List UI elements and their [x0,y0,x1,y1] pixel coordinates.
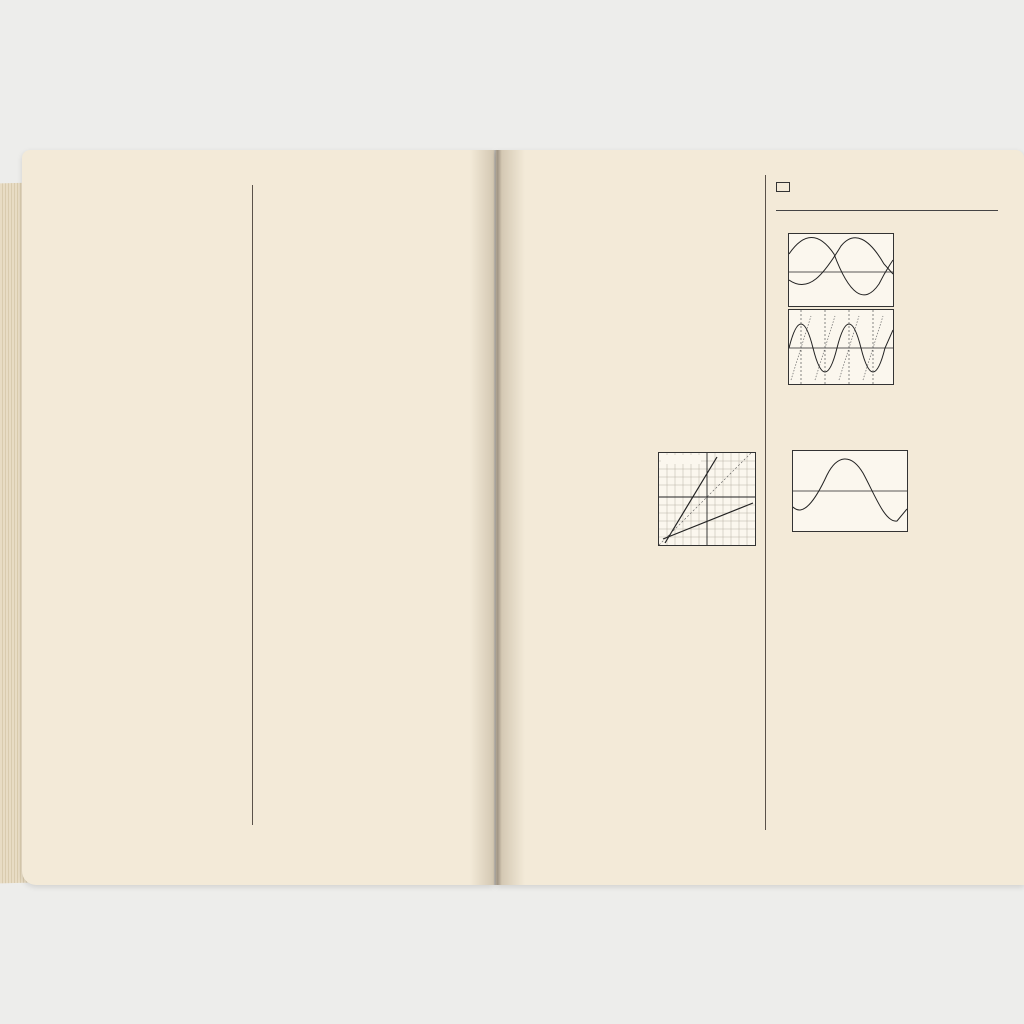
left-page [22,150,494,885]
section-underline [776,210,998,211]
right-column-divider [765,175,766,830]
column-divider [252,185,253,825]
graph-exercise-2 [788,309,894,385]
graph-46-label-bg [661,455,701,464]
graph-1-curve-b [789,238,893,285]
graph-5-svg [793,451,907,531]
graph-5-curve [793,459,907,521]
right-page [496,150,1024,885]
section-number [776,182,790,192]
graph-exercise-1 [788,233,894,307]
graph-46-svg [659,453,755,545]
page-458-heading [776,219,785,229]
section-heading [776,181,982,209]
graph-2-svg [789,310,893,384]
graph-exercise-46 [658,452,756,546]
page-459-heading [780,605,789,615]
graph-1-svg [789,234,893,306]
graph-exercise-5 [792,450,908,532]
